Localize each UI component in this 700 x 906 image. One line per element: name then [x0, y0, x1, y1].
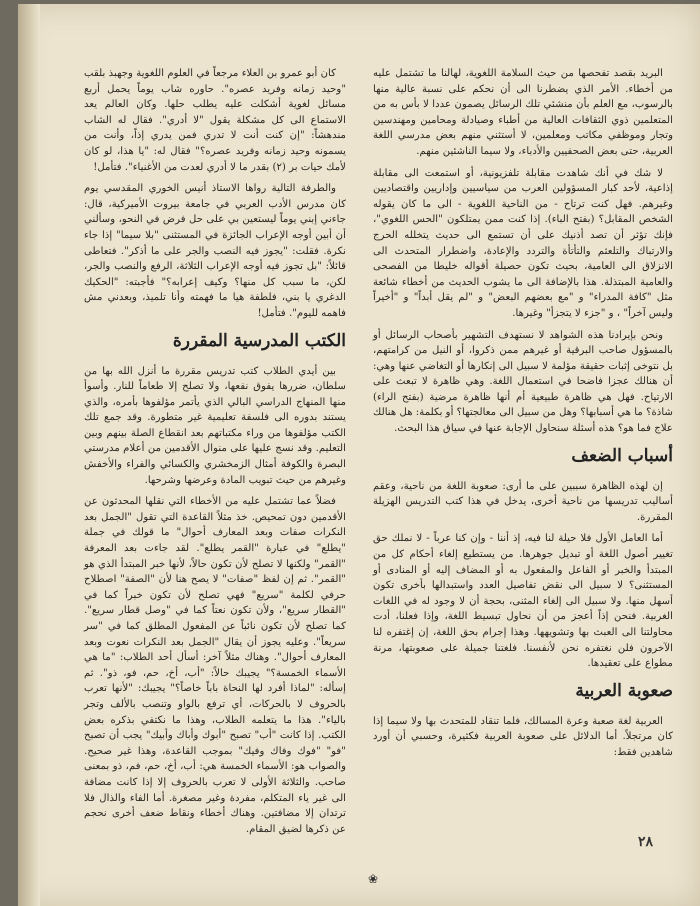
- paragraph: كان أبو عمرو بن العلاء مرجعاً في العلوم اللغوية وجهبذ بلقب "وحيد زمانه وفريد عصره". حاوره شاب يوماً يحمل أربع مسائل لغوية أشكلت عليه يطلب حلها. وكان العالم يعد الاستماع الى كل مشكلة يقول "لا أدري". فقال له الشاب مندهشاً: "إن كنت أنت لا تدري فمن يدري إذاً، وأنت من يسمونه وحيد زمانه وفريد عصره؟" فقال له: "يا هذا، لو كان لأمك حيات بر (٢) بقدر ما لا أدري لعدت من الأغنياء". فتأمل!: [84, 68, 346, 173]
- page-number: ٢٨: [638, 834, 654, 850]
- paragraph: أما العامل الأول فلا حيلة لنا فيه، إذ أننا - وإن كنا عرباً - لا نملك حق تغيير أصول اللغة أو تبديل جوهرها. من يستطيع إلغاء أحكام كل من المبتدأ والخبر أو الفاعل والمفعول به أو المضاف إليه أو المنادى أو المستثنى؟ لا سبيل الى نقض تفاصيل العدد واستبدالها بأخرى تكون أسهل منها. ولا سبيل الى إلغاء المثنى، بحجة أن لا وجود له في اللغات الغربية. فنحن إذاً أعجز من أن نحاول تبسيط اللغة، وإذا فعلنا، أدت محاولتنا الى العبث بها وتشويهها. وهذا إجرام بحق اللغة، إن إغتفره لنا الآخرون فلن نغتفره نحن لأنفسنا. فلغتنا جميلة على صعوبتها، مرنة مطواع على تعقيدها.: [373, 533, 673, 670]
- section-heading: الكتب المدرسية المقررة: [172, 330, 346, 351]
- binding-gutter: [18, 4, 40, 906]
- paragraph: العربية لغة صعبة وعرة المسالك، فلما تنقاد للمتحدث بها ولا سيما إذا كان مرتجلاً. أما الدلائل على صعوبة العربية فكثيرة، وحسبي أن أورد شاهدين فقط:: [373, 715, 673, 758]
- paragraph: لا شك في أنك شاهدت مقابلة تلفزيونية، أو استمعت الى مقابلة إذاعية، لأحد كبار المسؤولين العرب من سياسيين وإداريين واقتصاديين وغيرهم. فهل كنت ترتاح - من الناحية اللغوية - الى ما كان يقوله الشخص المقابل؟ (بفتح الباء). إذا كنت ممن يمتلكون "الحس اللغوي"، فإنك تؤثر أن تصد أذنيك على أن تستمع الى حديث يتخلله الحرج والارتباك والتلعثم والتأتأة والتردد والإعادة، واضطرار المتحدث الى الانزلاق الى العامية، بحيث تكون حصيلة أقواله خليطا من الفصحى والعامية المبتذلة. هذا بالإضافة الى ما يشوب الحديث من أخطاء شائعة مثل "كافة المدراء" و "مع بعضهم البعض" و "لم يقل أبداً" و "أخيراً وليس آخراً" ، و "جزء لا يتجزأ" وغيرها.: [373, 167, 673, 319]
- paragraph: إن لهذه الظاهرة سببين على ما أرى: صعوبة اللغة من ناحية، وعقم أساليب تدريسها من ناحية أخرى، يدخل في هذا كتب التدريس الهزيلة المقررة.: [373, 480, 673, 523]
- paragraph: فضلاً عما تشتمل عليه من الأخطاء التي نقلها المحدثون عن الأقدمين دون تمحيص. خذ مثلاً القاعدة التي تقول "الجمل بعد النكرات صفات وبعد المعارف أحوال" ما قولك في جملة "يطلع" في عبارة "القمر يطلع". لقد جاءت بعد المعرفة "القمر" ولكنها لا تصلح لأن تكون حالاً، لأنها خبر المبتدأ الذي هو "القمر". ثم إن لفظ "صفات" لا يصح هنا لأن "الصفة" اصطلاح حرفي لكلمة "سريع" فهي تصلح لأن تكون خبراً كما في "القطار سريع"، ولأن تكون نعتاً كما في "وصل قطار سريع". كما تصلح لأن تكون نائباً عن المفعول المطلق كما في "سر سريعاً". وعليه يجوز أن يقال "الجمل بعد النكرات نعوت وبعد المعارف أحوال". وهناك مثلاً آخر: أسأل أحد الطلاب: "ما هي الأسماء الخمسة؟" يجيبك حالاً: "أب، أخ، حم، فو، ذو". ثم إسأله: "لماذا أفرد لها النحاة باباً خاصاً؟" يجيبك: "لأنها تعرب بالحروف لا بالحركات، أي ترفع بالواو وتنصب بالألف وتجر بالياء". هذا ما يتعلمه الطلاب، وهذا ما نكتفي بذكره بعض الكتب. إذا كانت "أب" تصبح "أبوك وأباك وأبيك" يجب أن تصبح "فو" "فوك وفاك وفيك" بموجب القاعدة، وهذا غير صحيح. والصواب هو: الأسماء الخمسة هي: أب، أخ، حم، فم، ذو بمعنى صاحب. والثلاثة الأولى لا تعرب بالحروف إلا إذا كانت مضافة الى غير ياء المتكلم، مفردة وغير مصغرة. أما الفاء والذال فلا ترتدان إلا مضافتين. وهناك أخطاء ونقاط ضعف أخرى نحجم عن ذكرها لضيق المقام.: [84, 496, 346, 835]
- paragraph: بين أيدي الطلاب كتب تدريس مقررة ما أنزل الله بها من سلطان، ضررها يفوق نفعها، ولا تصلح إلا طعاماً للنار. وأسوأ منها المنهاج الدراسي البالي الذي يأتمر مؤلفوها بأمره، والذي يستند بدوره الى فلسفة تعليمية غير متطورة. وقد جمع تلك الكتب مؤلفوها من وراء مكتباتهم بعد انقطاع الصلة بينهم وبين التعليم. وقد نسج عليها على منوال الأقدمين من أعلام مدرستي البصرة والكوفة أمثال الزمخشري والكسائي والفراء والأخفش وغيرهم من حيث تبويب المادة وعرضها وشرحها.: [84, 365, 346, 486]
- paragraph: البريد بقصد تفحصها من حيث السلامة اللغوية، لهالنا ما تشتمل عليه من أخطاء. الأمر الذي يضطرنا الى أن نحكم على نسبة عالية منها بالرسوب، مع العلم بأن منشئي تلك الرسائل يصمون عددا لا بأس به من المتعلمين ذوي الثقافات العالية من أطباء وصيادلة ومحامين ومهندسين وتجار وموظفي مكاتب ومعلمين، لا أستثني منهم بعض مدرسي اللغة العربية، حتى بعض الصحفيين والأدباء، ولا سيما الناشئين منهم.: [373, 68, 673, 157]
- paragraph: ونحن بإيرادنا هذه الشواهد لا نستهدف التشهير بأصحاب الرسائل أو بالمسؤول صاحب البرقية أو غيرهم ممن ذكروا، أو النيل من كرامتهم، بل نتوخى إثبات حقيقة مؤلمة لا سبيل الى إنكارها أو التغاضي عنها وهي: أن هنالك عجزا فاضحا في استعمال اللغة. وهي ظاهرة لا تبعث على الارتياح. فهل هي ظاهرة طبيعية أم أنها ظاهرة مرضية (بفتح الراء) شاذة؟ ما هي أسبابها؟ وهل من سبيل الى معالجتها؟ أو بكلمة: هل هنالك علاج فما هو؟ هذه أسئلة سنحاول الإجابة عنها في سياق هذا البحث.: [373, 329, 673, 435]
- right-column: [373, 66, 673, 767]
- left-column: [84, 66, 346, 843]
- page: [18, 4, 700, 906]
- section-heading: صعوبة العربية: [575, 680, 673, 701]
- section-heading: أسباب الضعف: [571, 445, 673, 466]
- bottom-ornament: ❀: [368, 872, 379, 886]
- paragraph: والطرفة التالية رواها الاستاذ أنيس الخوري المقدسي يوم كان مدرس الأدب العربي في جامعة بيروت الأميركية، قال: جاءني إبني يوماً ليستعين بي على حل فرض في النحو، وسألني أن أبين أوجه الإعراب الجائزة في المستثنى "بلا سيما" إذا جاء نكرة. فقلت: "يجوز فيه النصب والجر على ما أذكر". فتعاطى قائلاً: "بل تجوز فيه أوجه الإعراب الثلاثة، الرفع والنصب والجر، لكن، ما سبب كل منها؟ وكيف إعرابه؟" فأجبته: "الحكيك الدغري يا بني، فلطفة هيا ما فهمته وأنا تلميذ، وبعدني مش فاهمه لليوم". فتأمل!: [84, 183, 346, 319]
